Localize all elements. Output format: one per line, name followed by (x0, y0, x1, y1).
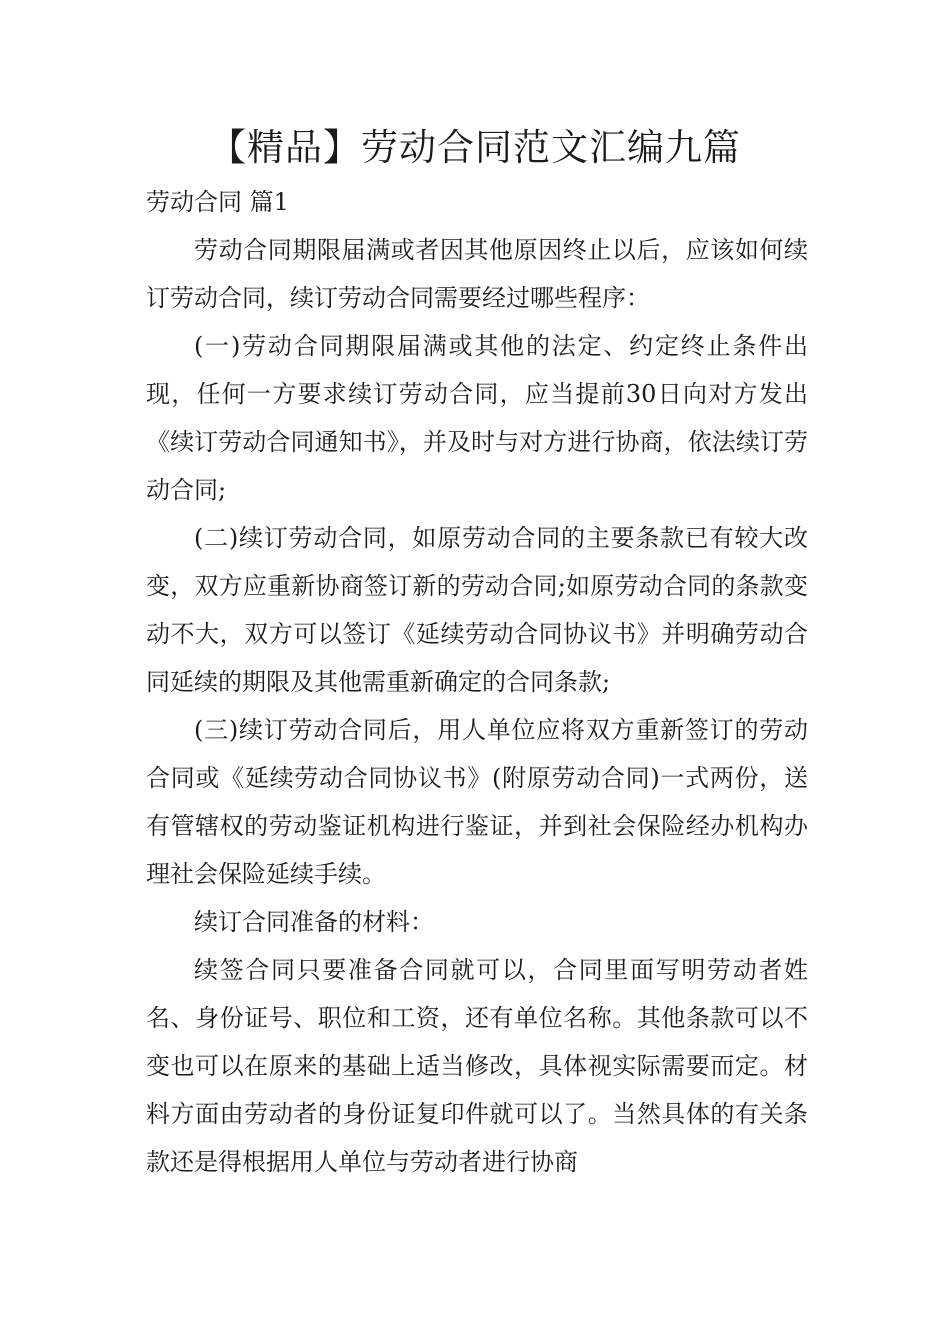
section-heading: 劳动合同 篇1 (146, 188, 289, 216)
document-title: 【精品】劳动合同范文汇编九篇 (209, 126, 741, 169)
paragraph-step-3: (三)续订劳动合同后，用人单位应将双方重新签订的劳动合同或《延续劳动合同协议书》(附原劳动合同)一式两份，送有管辖权的劳动鉴证机构进行鉴证，并到社会保险经办机构办理社会保险延续手续。 (146, 716, 808, 888)
paragraph-step-2: (二)续订劳动合同，如原劳动合同的主要条款已有较大改变，双方应重新协商签订新的劳动合同;如原劳动合同的条款变动不大，双方可以签订《延续劳动合同协议书》并明确劳动合同延续的期限及其他需重新确定的合同条款; (146, 524, 808, 696)
paragraph-materials: 续签合同只要准备合同就可以，合同里面写明劳动者姓名、身份证号、职位和工资，还有单位名称。其他条款可以不变也可以在原来的基础上适当修改，具体视实际需要而定。材料方面由劳动者的身份证复印件就可以了。当然具体的有关条款还是得根据用人单位与劳动者进行协商 (146, 956, 808, 1176)
paragraph-intro: 劳动合同期限届满或者因其他原因终止以后，应该如何续订劳动合同，续订劳动合同需要经过哪些程序： (146, 236, 808, 312)
document-body (146, 178, 808, 1186)
paragraph-materials-heading: 续订合同准备的材料： (194, 908, 434, 936)
paragraph-step-1: (一)劳动合同期限届满或其他的法定、约定终止条件出现，任何一方要求续订劳动合同，应当提前30日向对方发出《续订劳动合同通知书》，并及时与对方进行协商，依法续订劳动合同; (146, 332, 808, 504)
